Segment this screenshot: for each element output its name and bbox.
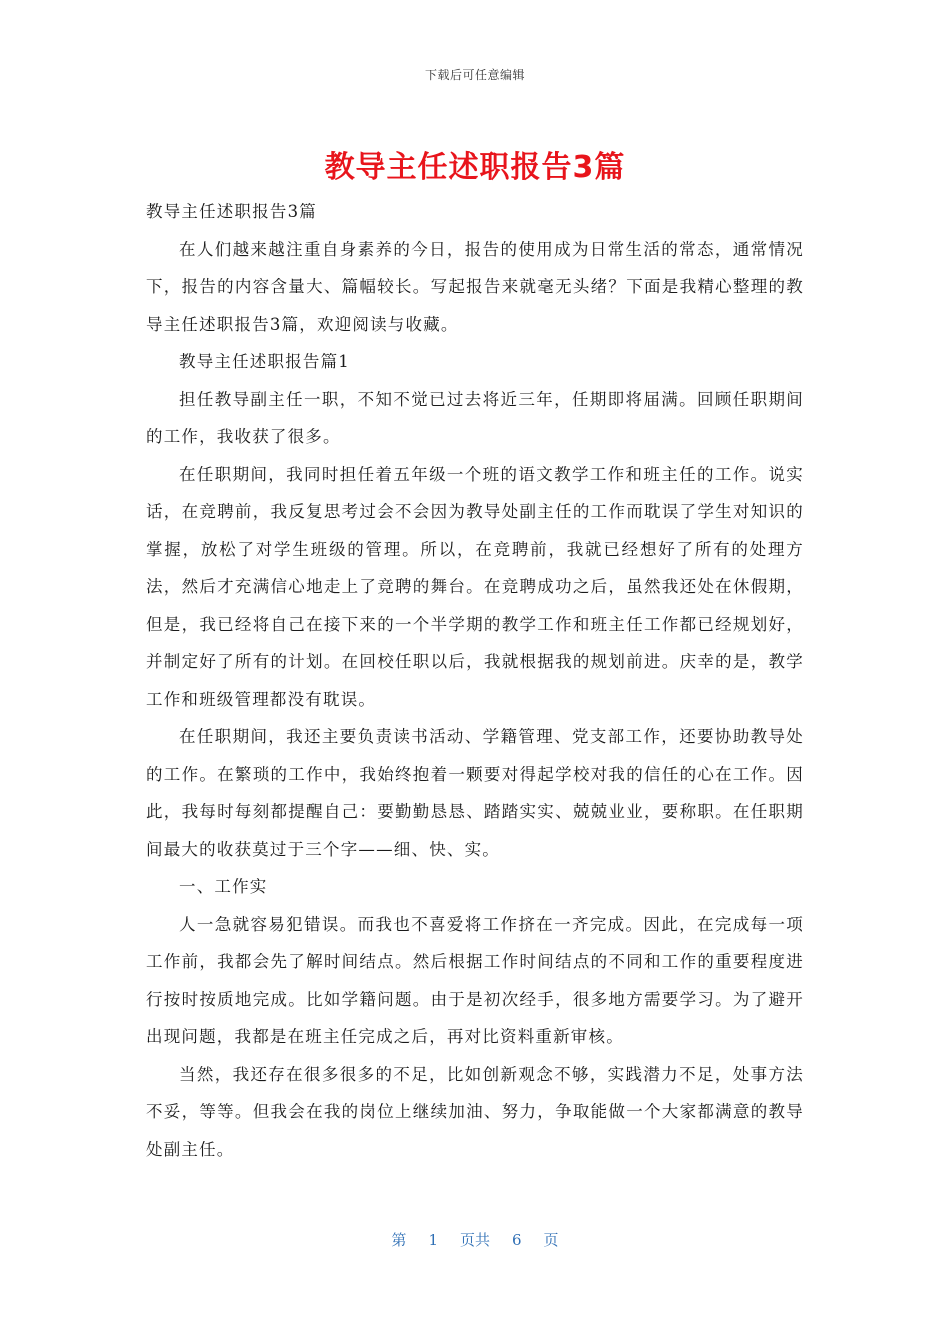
paragraph: 人一急就容易犯错误。而我也不喜爱将工作挤在一齐完成。因此，在完成每一项工作前，我都会先了解时间结点。然后根据工作时间结点的不同和工作的重要程度进行按时按质地完成。比如学籍问题。由于是初次经手，很多地方需要学习。为了避开出现问题，我都是在班主任完成之后，再对比资料重新审核。 (146, 914, 804, 1046)
page-footer (0, 1229, 950, 1250)
paragraph-subtitle: 教导主任述职报告3篇 (146, 202, 317, 221)
paragraph-intro: 在人们越来越注重自身素养的今日，报告的使用成为日常生活的常态，通常情况下，报告的内容含量大、篇幅较长。写起报告来就毫无头绪？下面是我精心整理的教导主任述职报告3篇，欢迎阅读与收藏。 (146, 239, 804, 334)
document-title: 教导主任述职报告3篇 (324, 150, 626, 185)
section-heading-part-1: 教导主任述职报告篇1 (179, 352, 350, 371)
header-note: 下载后可任意编辑 (424, 68, 525, 82)
paragraph: 在任职期间，我同时担任着五年级一个班的语文教学工作和班主任的工作。说实话，在竞聘前，我反复思考过会不会因为教导处副主任的工作而耽误了学生对知识的掌握，放松了对学生班级的管理。所以，在竞聘前，我就已经想好了所有的处理方法，然后才充满信心地走上了竞聘的舞台。在竞聘成功之后，虽然我还处在休假期，但是，我已经将自己在接下来的一个半学期的教学工作和班主任工作都已经规划好，并制定好了所有的计划。在回校任职以后，我就根据我的规划前进。庆幸的是，教学工作和班级管理都没有耽误。 (146, 464, 804, 709)
page-label: 第 (391, 1231, 407, 1249)
paragraph: 在任职期间，我还主要负责读书活动、学籍管理、党支部工作，还要协助教导处的工作。在繁琐的工作中，我始终抱着一颗要对得起学校对我的信任的心在工作。因此，我每时每刻都提醒自己：要勤勤恳恳、踏踏实实、兢兢业业，要称职。在任职期间最大的收获莫过于三个字——细、快、实。 (146, 727, 804, 859)
paragraph: 担任教导副主任一职，不知不觉已过去将近三年，任期即将届满。回顾任职期间的工作，我收获了很多。 (146, 389, 804, 446)
document-body (146, 193, 804, 1168)
total-label: 页共 (459, 1231, 490, 1249)
total-page-number: 6 (512, 1231, 522, 1249)
section-heading-work: 一、工作实 (179, 877, 268, 896)
current-page-number: 1 (428, 1231, 438, 1249)
page-suffix: 页 (543, 1231, 559, 1249)
paragraph: 当然，我还存在很多很多的不足，比如创新观念不够，实践潜力不足，处事方法不妥，等等。但我会在我的岗位上继续加油、努力，争取能做一个大家都满意的教导处副主任。 (146, 1064, 804, 1159)
